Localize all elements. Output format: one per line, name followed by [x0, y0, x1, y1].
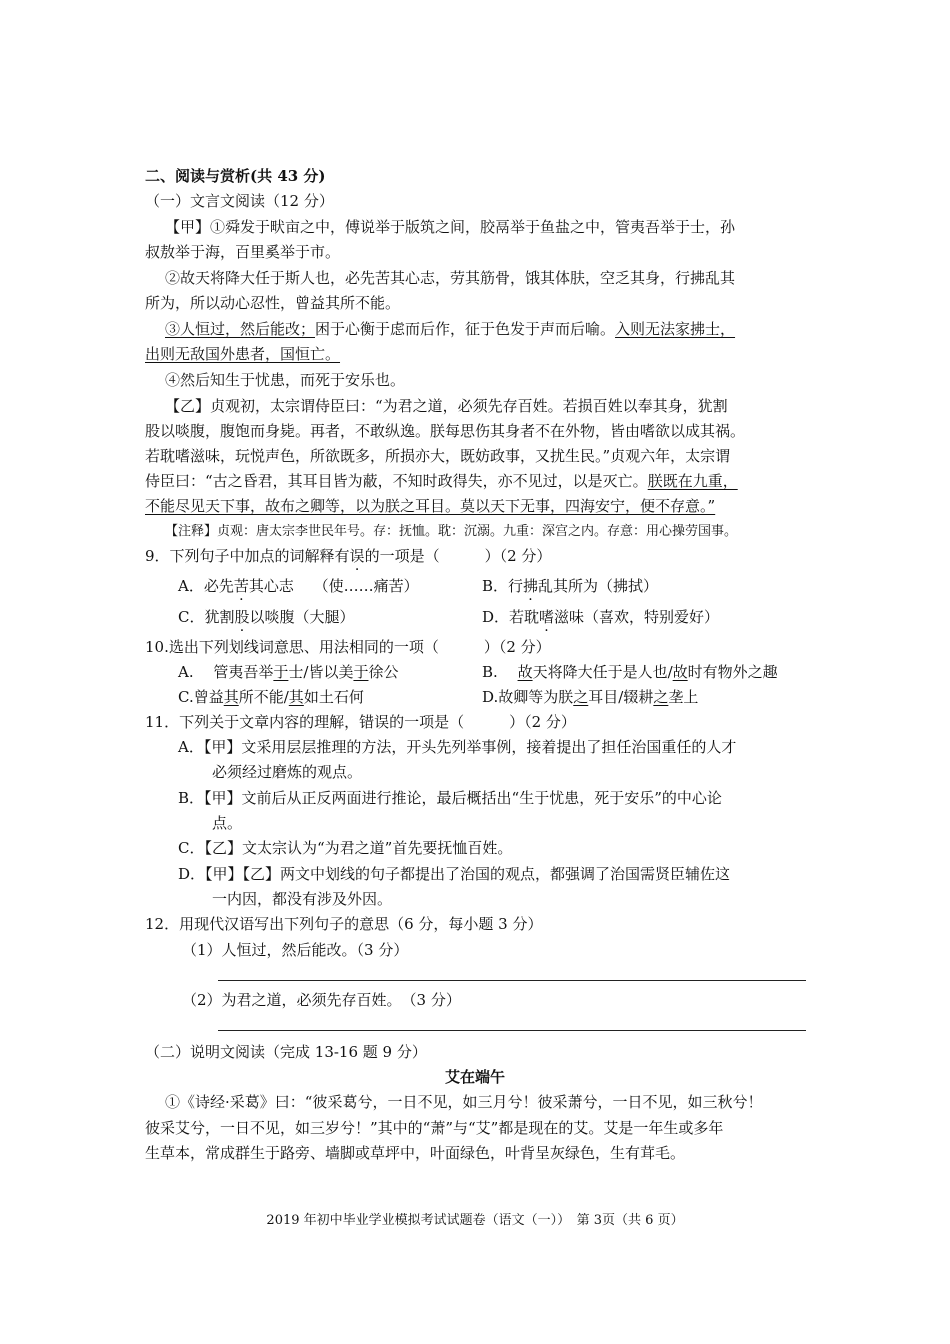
q10-option-a: A. 管夷吾举于士/皆以美于徐公 [178, 663, 399, 681]
jia-paragraph-2: ②故天将降大任于斯人也，必先苦其心志，劳其筋骨，饿其体肤，空乏其身，行拂乱其 [165, 269, 736, 287]
q11-option-d: D．【甲】【乙】两文中划线的句子都提出了治国的观点，都强调了治国需贤臣辅佐这 [178, 865, 731, 883]
section-heading: 二、阅读与赏析(共 43 分) [145, 167, 326, 185]
underlined-sentence: 入则无法家拂士， [615, 320, 736, 338]
q10-option-d: D.故卿等为朕之耳目/辍耕之垄上 [482, 688, 699, 706]
yi-line-4: 侍臣曰：“古之昏君，其耳目皆为蔽，不知时政得失，亦不见过，以是灭亡。朕既在九重， [145, 472, 738, 490]
emphasis-dot-char: 股 [234, 608, 250, 626]
underlined-sentence: ③人恒过，然后能改； [165, 320, 316, 338]
answer-line-1[interactable] [218, 980, 806, 981]
yi-line-2: 股以啖腹，腹饱而身毙。再者，不敢纵逸。朕每思伤其身者不在外物，皆由嗜欲以成其祸。 [145, 422, 746, 440]
article-paragraph-1-cont2: 生草本，常成群生于路旁、墙脚或草坪中，叶面绿色，叶背呈灰绿色，生有茸毛。 [145, 1144, 686, 1162]
q10-stem: 10.选出下列划线词意思、用法相同的一项（ ）（2 分） [145, 638, 551, 656]
answer-line-2[interactable] [218, 1030, 806, 1031]
jia-paragraph-4: ④然后知生于忧患，而死于安乐也。 [165, 371, 406, 389]
q12-sentence-1: （1）人恒过，然后能改。（3 分） [182, 941, 409, 959]
q11-option-c: C．【乙】文太宗认为“为君之道”首先要抚恤百姓。 [178, 839, 513, 857]
q9-option-d: D．若耽嗜滋味（喜欢，特别爱好） [482, 608, 720, 626]
q12-stem: 12．用现代汉语写出下列句子的意思（6 分，每小题 3 分） [145, 915, 543, 933]
page-footer: 2019 年初中毕业学业模拟考试试题卷（语文（一）） 第 3页（共 6 页） [266, 1213, 684, 1228]
q9-stem: 9．下列句子中加点的词解释有误的一项是（ ）（2 分） [145, 547, 552, 565]
q9-option-a: A．必先苦其心志 （使……痛苦） [178, 577, 419, 595]
emphasis-dot-char: 误 [349, 547, 365, 565]
q11-stem: 11．下列关于文章内容的理解，错误的一项是（ ）（2 分） [145, 713, 576, 731]
jia-paragraph-1-cont: 叔敖举于海，百里奚举于市。 [145, 243, 341, 261]
q9-option-b: B．行拂乱其所为（拂拭） [482, 577, 659, 595]
article-paragraph-1: ①《诗经·采葛》曰：“彼采葛兮，一日不见，如三月兮！彼采萧兮，一日不见，如三秋兮！ [165, 1093, 763, 1111]
q10-option-c: C.曾益其所不能/其如土石何 [178, 688, 364, 706]
subsection-expository: （二）说明文阅读（完成 13-16 题 9 分） [145, 1043, 427, 1061]
jia-paragraph-2-cont: 所为，所以动心忍性，曾益其所不能。 [145, 294, 401, 312]
emphasis-dot-char: 苦 [233, 577, 249, 595]
q11-option-b: B．【甲】文前后从正反两面进行推论，最后概括出“生于忧患，死于安乐”的中心论 [178, 789, 722, 807]
q11-option-b-cont: 点。 [212, 814, 243, 832]
jia-paragraph-1: 【甲】①舜发于畎亩之中，傅说举于版筑之间，胶鬲举于鱼盐之中，管夷吾举于士，孙 [165, 218, 736, 236]
annotation-note: 【注释】贞观：唐太宗李世民年号。存：抚恤。耽：沉溺。九重：深宫之内。存意：用心操劳国事。 [165, 524, 738, 539]
q10-option-b: B. 故天将降大任于是人也/故时有物外之趣 [482, 663, 778, 681]
emphasis-dot-char: 拂 [523, 577, 539, 595]
q12-sentence-2: （2）为君之道，必须先存百姓。 （3 分） [182, 991, 461, 1009]
emphasis-dot-char: 嗜 [539, 608, 555, 626]
q11-option-a-cont: 必须经过磨炼的观点。 [212, 763, 363, 781]
q9-option-c: C．犹割股以啖腹（大腿） [178, 608, 355, 626]
article-title: 艾在端午 [444, 1068, 505, 1086]
yi-line-1: 【乙】贞观初，太宗谓侍臣曰：“为君之道，必须先存百姓。若损百姓以奉其身，犹割 [165, 397, 728, 415]
article-paragraph-1-cont: 彼采艾兮，一日不见，如三岁兮！”其中的“萧”与“艾”都是现在的艾。艾是一年生或多年 [145, 1119, 724, 1137]
q11-option-a: A．【甲】文采用层层推理的方法，开头先列举事例，接着提出了担任治国重任的人才 [178, 738, 737, 756]
yi-line-5: 不能尽见天下事，故布之卿等，以为朕之耳目。莫以天下无事，四海安宁，便不存意。” [145, 497, 716, 515]
jia-paragraph-3-cont: 出则无敌国外患者，国恒亡。 [145, 345, 341, 363]
subsection-classical: （一）文言文阅读（12 分） [145, 192, 334, 210]
q11-option-d-cont: 一内因，都没有涉及外因。 [212, 890, 393, 908]
underlined-sentence: 朕既在九重， [647, 472, 738, 490]
jia-paragraph-3: ③人恒过，然后能改；困于心衡于虑而后作，征于色发于声而后喻。入则无法家拂士， [165, 320, 736, 338]
yi-line-3: 若耽嗜滋味，玩悦声色，所欲既多，所损亦大，既妨政事，又扰生民。”贞观六年，太宗谓 [145, 447, 731, 465]
